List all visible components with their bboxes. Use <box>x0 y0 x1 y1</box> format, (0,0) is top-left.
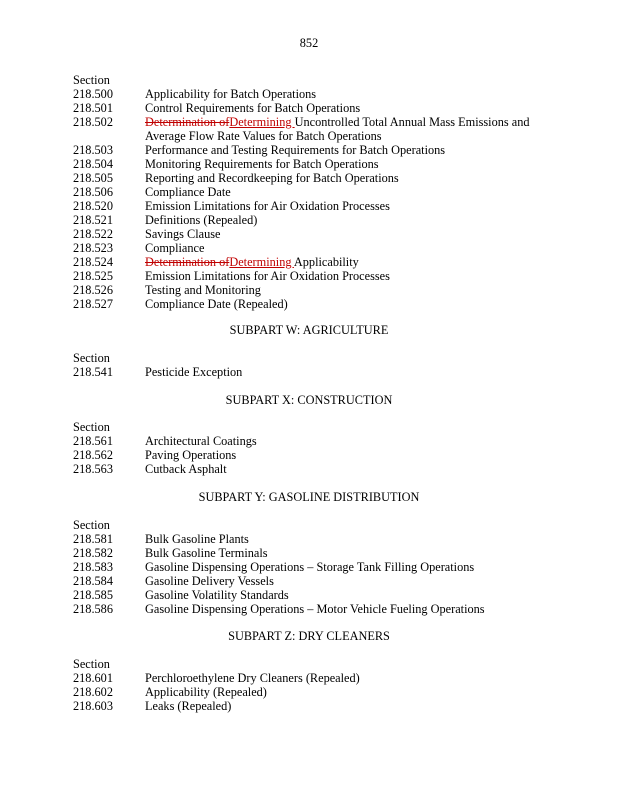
section-title: Applicability (Repealed) <box>145 685 267 699</box>
section-row <box>73 560 543 574</box>
section-row <box>73 269 543 283</box>
section-list-agriculture <box>73 351 543 379</box>
section-number: 218.561 <box>73 434 113 448</box>
section-number: 218.524 <box>73 255 113 269</box>
section-title: Emission Limitations for Air Oxidation Processes <box>145 199 390 213</box>
section-number: 218.520 <box>73 199 113 213</box>
deleted-text: Determination of <box>145 115 230 129</box>
section-number: 218.501 <box>73 101 113 115</box>
section-number: 218.541 <box>73 365 113 379</box>
section-number: 218.527 <box>73 297 113 311</box>
section-row <box>73 87 543 101</box>
subpart-heading: SUBPART Z: DRY CLEANERS <box>228 629 390 643</box>
section-row <box>73 171 543 185</box>
section-label: Section <box>73 73 110 87</box>
section-row <box>73 699 543 713</box>
subpart-heading: SUBPART W: AGRICULTURE <box>229 323 389 337</box>
section-title: Cutback Asphalt <box>145 462 227 476</box>
section-title: Emission Limitations for Air Oxidation Processes <box>145 269 390 283</box>
section-row <box>73 546 543 560</box>
section-row <box>73 297 543 311</box>
section-number: 218.500 <box>73 87 113 101</box>
section-title: Paving Operations <box>145 448 237 462</box>
section-number: 218.585 <box>73 588 113 602</box>
section-row <box>73 255 543 269</box>
section-number: 218.583 <box>73 560 113 574</box>
section-number: 218.506 <box>73 185 113 199</box>
section-title: Gasoline Dispensing Operations – Motor Vehicle Fueling Operations <box>145 602 485 616</box>
section-number: 218.581 <box>73 532 113 546</box>
section-title: Performance and Testing Requirements for Batch Operations <box>145 143 446 157</box>
section-title: Control Requirements for Batch Operations <box>145 101 361 115</box>
section-row <box>73 227 543 241</box>
section-number: 218.584 <box>73 574 113 588</box>
section-title: Compliance Date <box>145 185 231 199</box>
section-row <box>73 241 543 255</box>
section-list-gasoline-distribution <box>73 518 543 616</box>
section-title: Gasoline Dispensing Operations – Storage Tank Filling Operations <box>145 560 475 574</box>
section-title: Gasoline Delivery Vessels <box>145 574 274 588</box>
section-title: Testing and Monitoring <box>145 283 261 297</box>
section-number: 218.601 <box>73 671 113 685</box>
section-row <box>73 602 543 616</box>
section-title: Reporting and Recordkeeping for Batch Operations <box>145 171 399 185</box>
section-list-construction <box>73 420 543 476</box>
section-row <box>73 434 543 448</box>
inserted-text: Determining <box>229 255 294 269</box>
page-number: 852 <box>299 36 319 50</box>
section-number: 218.562 <box>73 448 113 462</box>
section-row <box>73 115 543 143</box>
section-number: 218.525 <box>73 269 113 283</box>
section-row <box>73 574 543 588</box>
section-label: Section <box>73 518 110 532</box>
section-title: Pesticide Exception <box>145 365 243 379</box>
section-row <box>73 283 543 297</box>
section-number: 218.521 <box>73 213 113 227</box>
section-row <box>73 448 543 462</box>
section-row <box>73 213 543 227</box>
section-row <box>73 101 543 115</box>
section-title: Bulk Gasoline Plants <box>145 532 249 546</box>
section-number: 218.523 <box>73 241 113 255</box>
section-number: 218.522 <box>73 227 113 241</box>
section-number: 218.602 <box>73 685 113 699</box>
section-row <box>73 365 543 379</box>
section-list-dry-cleaners <box>73 657 543 713</box>
section-title: Applicability for Batch Operations <box>145 87 317 101</box>
section-title: Definitions (Repealed) <box>145 213 258 227</box>
section-number: 218.586 <box>73 602 113 616</box>
section-label: Section <box>73 657 110 671</box>
section-title: Bulk Gasoline Terminals <box>145 546 268 560</box>
section-label: Section <box>73 351 110 365</box>
deleted-text: Determination of <box>145 255 230 269</box>
section-list-batch-operations <box>73 73 543 311</box>
section-number: 218.526 <box>73 283 113 297</box>
section-number: 218.603 <box>73 699 113 713</box>
section-title: Savings Clause <box>145 227 221 241</box>
section-title: Leaks (Repealed) <box>145 699 232 713</box>
section-row <box>73 157 543 171</box>
inserted-text: Determining <box>229 115 295 129</box>
section-number: 218.582 <box>73 546 113 560</box>
subpart-heading: SUBPART Y: GASOLINE DISTRIBUTION <box>198 490 420 504</box>
section-row <box>73 199 543 213</box>
section-title: Monitoring Requirements for Batch Operations <box>145 157 379 171</box>
section-row <box>73 685 543 699</box>
section-title: Determination ofDetermining Uncontrolled Total Annual Mass Emissions and Average Flow Rate Values for Batch Operations <box>145 115 530 143</box>
section-number: 218.502 <box>73 115 113 129</box>
section-row <box>73 588 543 602</box>
section-row <box>73 671 543 685</box>
section-label: Section <box>73 420 110 434</box>
section-title: Gasoline Volatility Standards <box>145 588 289 602</box>
section-row <box>73 143 543 157</box>
section-row <box>73 532 543 546</box>
section-title: Perchloroethylene Dry Cleaners (Repealed) <box>145 671 360 685</box>
section-title: Compliance <box>145 241 205 255</box>
section-row <box>73 462 543 476</box>
section-number: 218.563 <box>73 462 113 476</box>
section-title: Compliance Date (Repealed) <box>145 297 288 311</box>
section-row <box>73 185 543 199</box>
section-title: Architectural Coatings <box>145 434 257 448</box>
section-number: 218.505 <box>73 171 113 185</box>
section-number: 218.503 <box>73 143 113 157</box>
section-number: 218.504 <box>73 157 113 171</box>
section-title: Determination ofDetermining Applicability <box>145 255 359 269</box>
subpart-heading: SUBPART X: CONSTRUCTION <box>225 393 393 407</box>
